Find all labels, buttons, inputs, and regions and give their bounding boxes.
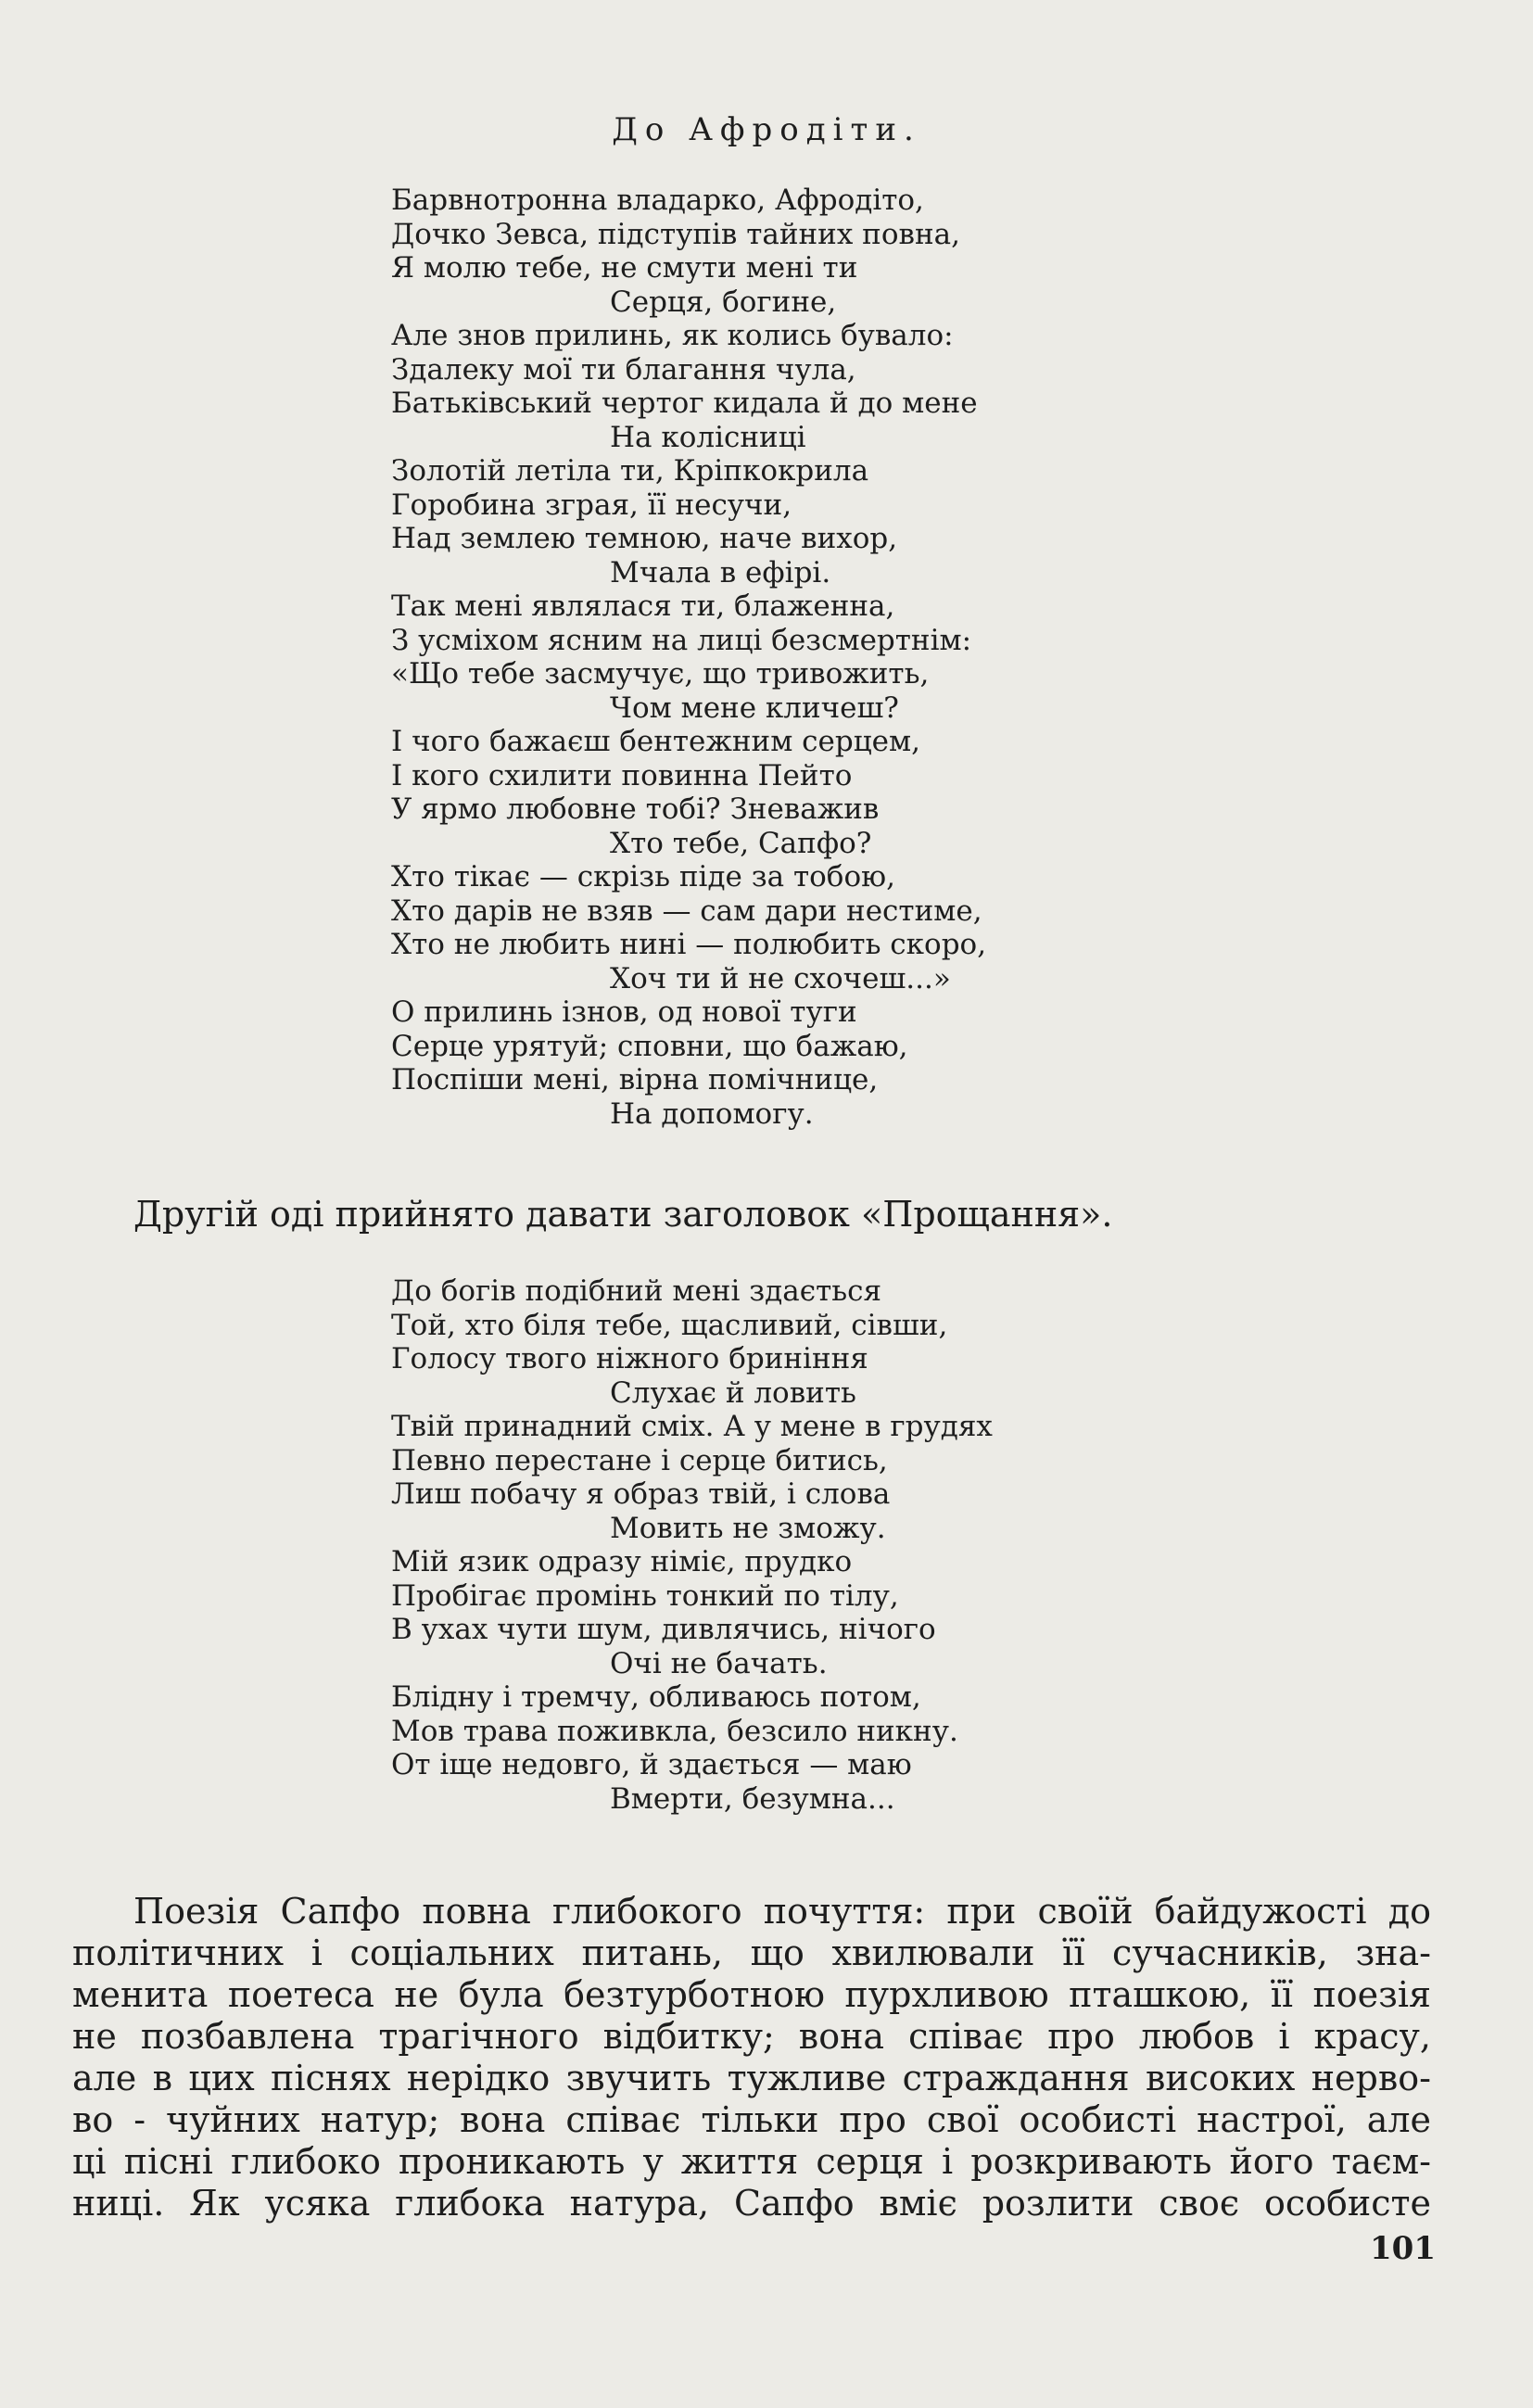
poem-line: На колісниці xyxy=(610,420,806,454)
poem-line: Барвнотронна владарко, Афродіто, xyxy=(391,184,924,217)
prose-paragraph xyxy=(72,1891,1431,2224)
poem-line: Твій принадний сміх. А у мене в грудях xyxy=(391,1410,993,1443)
poem-line: Дочко Зевса, підступів тайних повна, xyxy=(391,217,960,251)
poem-line: О прилинь ізнов, од нової туги xyxy=(391,995,857,1029)
poem-line: Лиш побачу я образ твій, і слова xyxy=(391,1477,891,1511)
poem-line: І чого бажаєш бентежним серцем, xyxy=(391,725,920,758)
poem-line: Пробігає промінь тонкий по тілу, xyxy=(391,1578,899,1613)
poem-line: В ухах чути шум, дивлячись, нічого xyxy=(391,1613,936,1646)
poem-line: Хто не любить нині — полюбить скоро, xyxy=(391,928,987,961)
poem-line: І кого схилити повинна Пейто xyxy=(391,758,853,792)
poem-line: До богів подібний мені здається xyxy=(391,1274,882,1308)
poem-line: Очі не бачать. xyxy=(610,1646,828,1680)
poem-line: Серця, богине, xyxy=(610,285,837,319)
poem-line: Певно перестане і серце битись, xyxy=(391,1443,888,1477)
prose-line: во - чуйних натур; вона співає тільки про свої особисті настрої, але xyxy=(72,2099,1431,2140)
poem-line: Хто дарів не взяв — сам дари нестиме, xyxy=(391,893,982,928)
poem-line: Я молю тебе, не смути мені ти xyxy=(391,251,858,285)
prose-line: ці пісні глибоко проникають у життя серця і розкривають його таєм- xyxy=(72,2141,1431,2182)
poem-line: Вмерти, безумна... xyxy=(610,1781,895,1816)
prose-line: ниці. Як усяка глибока натура, Сапфо вміє розлити своє особисте xyxy=(72,2183,1431,2224)
poem-line: Слухає й ловить xyxy=(610,1375,856,1410)
poem-line: Мій язик одразу німіє, прудко xyxy=(391,1545,853,1578)
poem-line: Поспіши мені, вірна помічнице, xyxy=(391,1063,879,1096)
poem-line: Той, хто біля тебе, щасливий, сівши, xyxy=(391,1308,948,1342)
poem-title: До Афродіти. xyxy=(612,111,921,148)
poem-line: Мчала в ефірі. xyxy=(610,555,831,589)
section-subheading: Другій оді прийнято давати заголовок «Прощання». xyxy=(133,1194,1113,1235)
poem-line: Чом мене кличеш? xyxy=(610,691,899,725)
poem-line: Здалеку мої ти благання чула, xyxy=(391,352,856,387)
prose-line: але в цих піснях нерідко звучить тужливе страждання високих нерво- xyxy=(72,2058,1431,2098)
page-number: 101 xyxy=(1370,2230,1436,2267)
poem-line: «Що тебе засмучує, що тривожить, xyxy=(391,657,930,691)
poem-line: Блідну і тремчу, обливаюсь потом, xyxy=(391,1680,921,1714)
poem-line: От іще недовго, й здається — маю xyxy=(391,1748,912,1781)
poem-line: Але знов прилинь, як колись бувало: xyxy=(391,319,954,352)
poem-line: Серце урятуй; сповни, що бажаю, xyxy=(391,1029,908,1063)
poem-to-aphrodite xyxy=(391,184,1429,1131)
prose-line: Поезія Сапфо повна глибокого почуття: при своїй байдужості до xyxy=(133,1891,1431,1932)
poem-line: На допомогу. xyxy=(610,1096,814,1131)
poem-line: Батьківський чертог кидала й до мене xyxy=(391,387,978,420)
poem-line: Мовить не зможу. xyxy=(610,1511,886,1545)
prose-line: не позбавлена трагічного відбитку; вона співає про любов і красу, xyxy=(72,2016,1431,2057)
poem-line: Золотій летіла ти, Кріпкокрила xyxy=(391,454,869,488)
poem-line: Так мені являлася ти, блаженна, xyxy=(391,589,895,623)
poem-line: Голосу твого ніжного бриніння xyxy=(391,1342,868,1375)
poem-line: Над землею темною, наче вихор, xyxy=(391,522,898,555)
poem-line: У ярмо любовне тобі? Зневажив xyxy=(391,792,880,826)
poem-line: Хоч ти й не схочеш...» xyxy=(610,961,951,995)
poem-line: З усміхом ясним на лиці безсмертнім: xyxy=(391,623,972,657)
poem-farewell xyxy=(391,1274,1429,1816)
poem-line: Хто тікає — скрізь піде за тобою, xyxy=(391,860,895,893)
poem-line: Горобина зграя, її несучи, xyxy=(391,488,792,522)
prose-line: політичних і соціальних питань, що хвилювали її сучасників, зна- xyxy=(72,1933,1431,1973)
prose-line: менита поетеса не була безтурботною пурхливою пташкою, її поезія xyxy=(72,1974,1431,2015)
poem-line: Мов трава поживкла, безсило никну. xyxy=(391,1714,958,1748)
poem-line: Хто тебе, Сапфо? xyxy=(610,826,872,860)
